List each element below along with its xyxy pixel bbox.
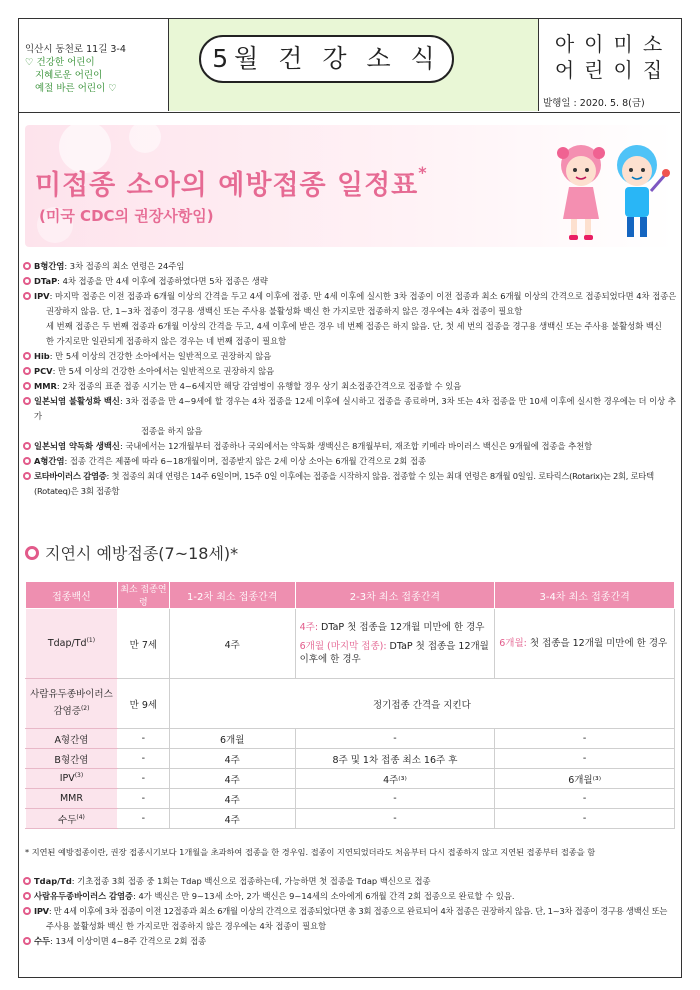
footnote-ref: (3) <box>74 772 84 780</box>
note-text: : 4가 백신은 만 9~13세 소아, 2가 백신은 9~14세의 소아에게 6개월 간격 2회 접종으로 완료할 수 있음. <box>133 891 515 901</box>
note-label: 수두 <box>34 936 51 946</box>
note-text: : 국내에서는 12개월부터 접종하나 국외에서는 약독화 생백신은 8개월부터, 재조합 키메라 바이러스 백신은 9개월에 접종을 추천함 <box>119 441 593 451</box>
school-name-line2: 어린이집 <box>554 58 673 82</box>
note-label: 일본뇌염 불활성화 백신 <box>34 396 120 406</box>
vaccine-name-cell <box>26 679 118 729</box>
note-ipv <box>23 289 678 304</box>
interval-1-2-cell: 4주 <box>169 769 295 789</box>
note-mmr <box>23 379 678 394</box>
header-info <box>19 19 169 111</box>
note-ipv-cont-1: 권장하지 않음. 단, 1~3차 접종이 경구용 생백신 또는 주사용 불활성화 백신 한 가지로만 접종하지 않은 경우에는 4차 접종이 필요함 <box>46 306 523 316</box>
pink-bullet-icon <box>23 442 31 450</box>
min-age-cell: 만 7세 <box>117 609 169 679</box>
note-label: IPV <box>34 291 50 301</box>
interval-3-4-cell: - <box>495 809 675 829</box>
interval-1-2-cell: 4주 <box>169 749 295 769</box>
min-age-cell: - <box>117 769 169 789</box>
interval-desc: DTaP 첫 접종을 12개월 미만에 한 경우 <box>318 622 485 633</box>
note-text: : 기초접종 3회 접종 중 1회는 Tdap 백신으로 접종하는데, 가능하면 첫 접종을 Tdap 백신으로 접종 <box>71 876 431 886</box>
note-hib <box>23 349 678 364</box>
pink-bullet-icon <box>23 277 31 285</box>
ring-bullet-icon <box>25 546 39 560</box>
note-varicella <box>23 934 678 949</box>
col-header-interval-1-2: 1-2차 최소 접종간격 <box>169 582 295 609</box>
issue-date: 발행일 : 2020. 5. 8(금) <box>543 98 645 109</box>
interval-3-4-cell: - <box>495 749 675 769</box>
note-ipv-cont-3: 한 가지로만 일관되게 접종하지 않은 경우는 네 번째 접종이 필요함 <box>46 336 287 346</box>
vaccine-name: MMR <box>59 793 83 805</box>
pink-bullet-icon <box>23 937 31 945</box>
school-name <box>539 19 680 83</box>
note-text: : 접종 간격은 제품에 따라 6~18개월이며, 접종받지 않은 2세 이상 소아는 6개월 간격으로 2회 접종 <box>64 456 426 466</box>
banner-title <box>35 163 428 202</box>
note-ipv-catchup-cont: 주사용 불활성화 백신 한 가지로만 접종하지 않은 경우에는 4차 접종이 필요함 <box>46 921 327 931</box>
table-header-row <box>26 582 675 609</box>
vaccine-name-cell <box>26 769 118 789</box>
pink-bullet-icon <box>23 397 31 405</box>
newsletter-title: 5월 건 강 소 식 <box>199 35 454 83</box>
pink-bullet-icon <box>23 907 31 915</box>
interval-highlight: 6개월 (마지막 접종): <box>299 641 387 652</box>
table-row <box>26 679 675 729</box>
pink-bullet-icon <box>23 367 31 375</box>
title-panel <box>169 19 539 111</box>
note-label: DTaP <box>34 276 58 286</box>
interval-3-4-cell: - <box>495 729 675 749</box>
note-label: 로타바이러스 감염증 <box>34 471 107 481</box>
note-label: IPV <box>34 906 49 916</box>
interval-1-2-cell: 4주 <box>169 789 295 809</box>
note-text: : 마지막 접종은 이전 접종과 6개월 이상의 간격을 두고 4세 이후에 접종. 만 4세 이후에 실시한 3차 접종이 이전 접종과 최소 6개월 이상의 간격으로 접종되었다면 4차 접종은 <box>49 291 677 301</box>
slogan-2: 지혜로운 어린이 <box>35 70 103 81</box>
col-header-interval-2-3: 2-3차 최소 접종간격 <box>295 582 495 609</box>
note-ipv-cont-2: 세 번째 접종은 두 번째 접종과 6개월 이상의 간격을 두고, 4세 이후에 받은 경우 네 번째 접종은 하지 않음. 단, 첫 세 번의 접종을 경구용 생백신 또는 주사용 불활성화 백신 <box>46 321 662 331</box>
note-label: PCV <box>34 366 53 376</box>
note-je-inactivated-cont: 접종을 하지 않음 <box>141 426 203 436</box>
note-text: : 13세 이상이면 4~8주 간격으로 2회 접종 <box>50 936 207 946</box>
address: 익산시 동천로 11길 3-4 <box>25 44 126 55</box>
note-hepa <box>23 454 678 469</box>
note-label: B형간염 <box>34 261 65 271</box>
interval-1-2-cell: 4주 <box>169 609 295 679</box>
footnote-ref: (4) <box>76 813 85 821</box>
table-row <box>26 749 675 769</box>
min-age-cell: - <box>117 729 169 749</box>
note-text: : 2차 접종의 표준 접종 시기는 만 4~6세지만 해당 감염병이 유행할 경우 상기 최소접종간격으로 접종할 수 있음 <box>56 381 462 391</box>
section-title <box>25 541 238 564</box>
table-row <box>26 769 675 789</box>
note-label: A형간염 <box>34 456 65 466</box>
banner <box>25 125 675 247</box>
vaccine-name: A형간염 <box>54 734 89 746</box>
interval-1-2-cell: 4주 <box>169 809 295 829</box>
interval-desc: DTaP 첫 접종을 12개월 이후에 한 경우 <box>299 641 489 665</box>
min-age-cell: 만 9세 <box>117 679 169 729</box>
pink-bullet-icon <box>23 262 31 270</box>
mascot-illustration <box>543 135 673 245</box>
note-text: : 만 5세 이상의 건강한 소아에서는 일반적으로 권장하지 않음 <box>49 351 272 361</box>
interval-3-4-cell <box>495 609 675 679</box>
note-label: 일본뇌염 약독화 생백신 <box>34 441 120 451</box>
interval-highlight: 6개월: <box>499 638 527 649</box>
interval-2-3-cell: - <box>295 789 495 809</box>
note-text: : 4차 접종을 만 4세 이후에 접종하였다면 5차 접종은 생략 <box>57 276 268 286</box>
vaccine-name: Tdap/Td <box>47 638 87 650</box>
vaccine-name: B형간염 <box>54 754 89 766</box>
note-je-live <box>23 439 678 454</box>
pink-bullet-icon <box>23 352 31 360</box>
interval-2-3-cell: 4주⁽³⁾ <box>295 769 495 789</box>
table-row <box>26 609 675 679</box>
note-hpv <box>23 889 678 904</box>
vaccine-name: 사람유두종바이러스 감염증 <box>30 688 113 718</box>
note-text: : 3차 접종을 만 4~9세에 할 경우는 4차 접종을 12세 이후에 실시하고 접종을 종료하며, 3차 또는 4차 접종을 만 10세 이후에 실시한 경우에는 더 이상 추가 <box>34 396 676 421</box>
note-text: : 만 5세 이상의 건강한 소아에서는 일반적으로 권장하지 않음 <box>52 366 275 376</box>
min-age-cell: - <box>117 789 169 809</box>
note-label: 사람유두종바이러스 감염증 <box>34 891 134 901</box>
footnote-ref: (1) <box>86 637 96 645</box>
table-row <box>26 809 675 829</box>
note-hepb <box>23 259 678 274</box>
pink-bullet-icon <box>23 892 31 900</box>
catchup-schedule-table <box>25 581 675 829</box>
school-panel <box>539 19 680 111</box>
table-row <box>26 729 675 749</box>
vaccine-name: IPV <box>59 773 75 785</box>
note-label: Tdap/Td <box>34 876 72 886</box>
min-age-cell: - <box>117 809 169 829</box>
footnote-ref: (2) <box>80 704 90 712</box>
pink-bullet-icon <box>23 877 31 885</box>
vaccine-name-cell <box>26 729 118 749</box>
interval-desc: 첫 접종을 12개월 미만에 한 경우 <box>526 638 668 649</box>
interval-highlight: 4주: <box>299 622 319 633</box>
interval-3-4-cell: 6개월⁽³⁾ <box>495 769 675 789</box>
table-footnote: * 지연된 예방접종이란, 권장 접종시기보다 1개월을 초과하여 접종을 한 경우임. 접종이 지연되었더라도 처음부터 다시 접종하지 않고 지연된 접종부터 접종을 함 <box>25 847 596 857</box>
note-text: : 3차 접종의 최소 연령은 24주임 <box>64 261 185 271</box>
vaccine-name: 수두 <box>58 814 77 826</box>
note-ipv-catchup <box>23 904 678 919</box>
interval-2-3-cell: 8주 및 1차 접종 최소 16주 후 <box>295 749 495 769</box>
interval-option-2 <box>300 640 491 666</box>
vaccine-name-cell <box>26 609 118 679</box>
col-header-min-age: 최소 접종연령 <box>117 582 169 609</box>
interval-2-3-cell <box>295 609 495 679</box>
note-label: MMR <box>34 381 57 391</box>
interval-3-4-cell: - <box>495 789 675 809</box>
interval-2-3-cell: - <box>295 809 495 829</box>
vaccine-notes-top <box>23 259 678 499</box>
col-header-interval-3-4: 3-4차 최소 접종간격 <box>495 582 675 609</box>
vaccine-name-cell <box>26 809 118 829</box>
slogan-1: ♡ 건강한 어린이 <box>25 57 95 68</box>
vaccine-name-cell <box>26 749 118 769</box>
banner-subtitle: (미국 CDC의 권장사항임) <box>39 207 214 225</box>
min-age-cell: - <box>117 749 169 769</box>
interval-2-3-cell: - <box>295 729 495 749</box>
header <box>19 19 680 113</box>
pink-bullet-icon <box>23 292 31 300</box>
school-name-line1: 아이미소 <box>554 32 673 56</box>
note-label: Hib <box>34 351 50 361</box>
newsletter-page <box>18 18 682 978</box>
note-text: : 만 4세 이후에 3차 접종이 이전 12접종과 최소 6개월 이상의 간격으로 접종되었다면 총 3회 접종으로 완료되어 4차 접종은 권장하지 않음. 단, 1~3차 접종이 경구용 생백신 또는 <box>48 906 668 916</box>
note-pcv <box>23 364 678 379</box>
pink-bullet-icon <box>23 472 31 480</box>
banner-title-mark: * <box>418 163 428 182</box>
note-text: : 첫 접종의 최대 연령은 14주 6일이며, 15주 0일 이후에는 접종을 시작하지 않음. 접종할 수 있는 최대 연령은 8개월 0일임. 로타릭스(Rotarix)는 2회, 로타텍(Rotateq)은 3회 접종함 <box>34 471 654 496</box>
col-header-vaccine: 접종백신 <box>26 582 118 609</box>
note-dtap <box>23 274 678 289</box>
vaccine-name-cell <box>26 789 118 809</box>
slogan-3: 예절 바른 어린이 ♡ <box>35 83 117 94</box>
interval-note-cell: 정기접종 간격을 지킨다 <box>169 679 674 729</box>
section-title-text: 지연시 예방접종(7~18세)* <box>45 544 239 563</box>
note-rotavirus <box>23 469 678 499</box>
interval-option-1 <box>300 621 491 634</box>
banner-title-text: 미접종 소아의 예방접종 일정표 <box>35 170 419 201</box>
note-je-inactivated <box>23 394 678 424</box>
table-row <box>26 789 675 809</box>
note-tdap <box>23 874 678 889</box>
pink-bullet-icon <box>23 382 31 390</box>
pink-bullet-icon <box>23 457 31 465</box>
interval-1-2-cell: 6개월 <box>169 729 295 749</box>
vaccine-notes-bottom <box>23 874 678 949</box>
